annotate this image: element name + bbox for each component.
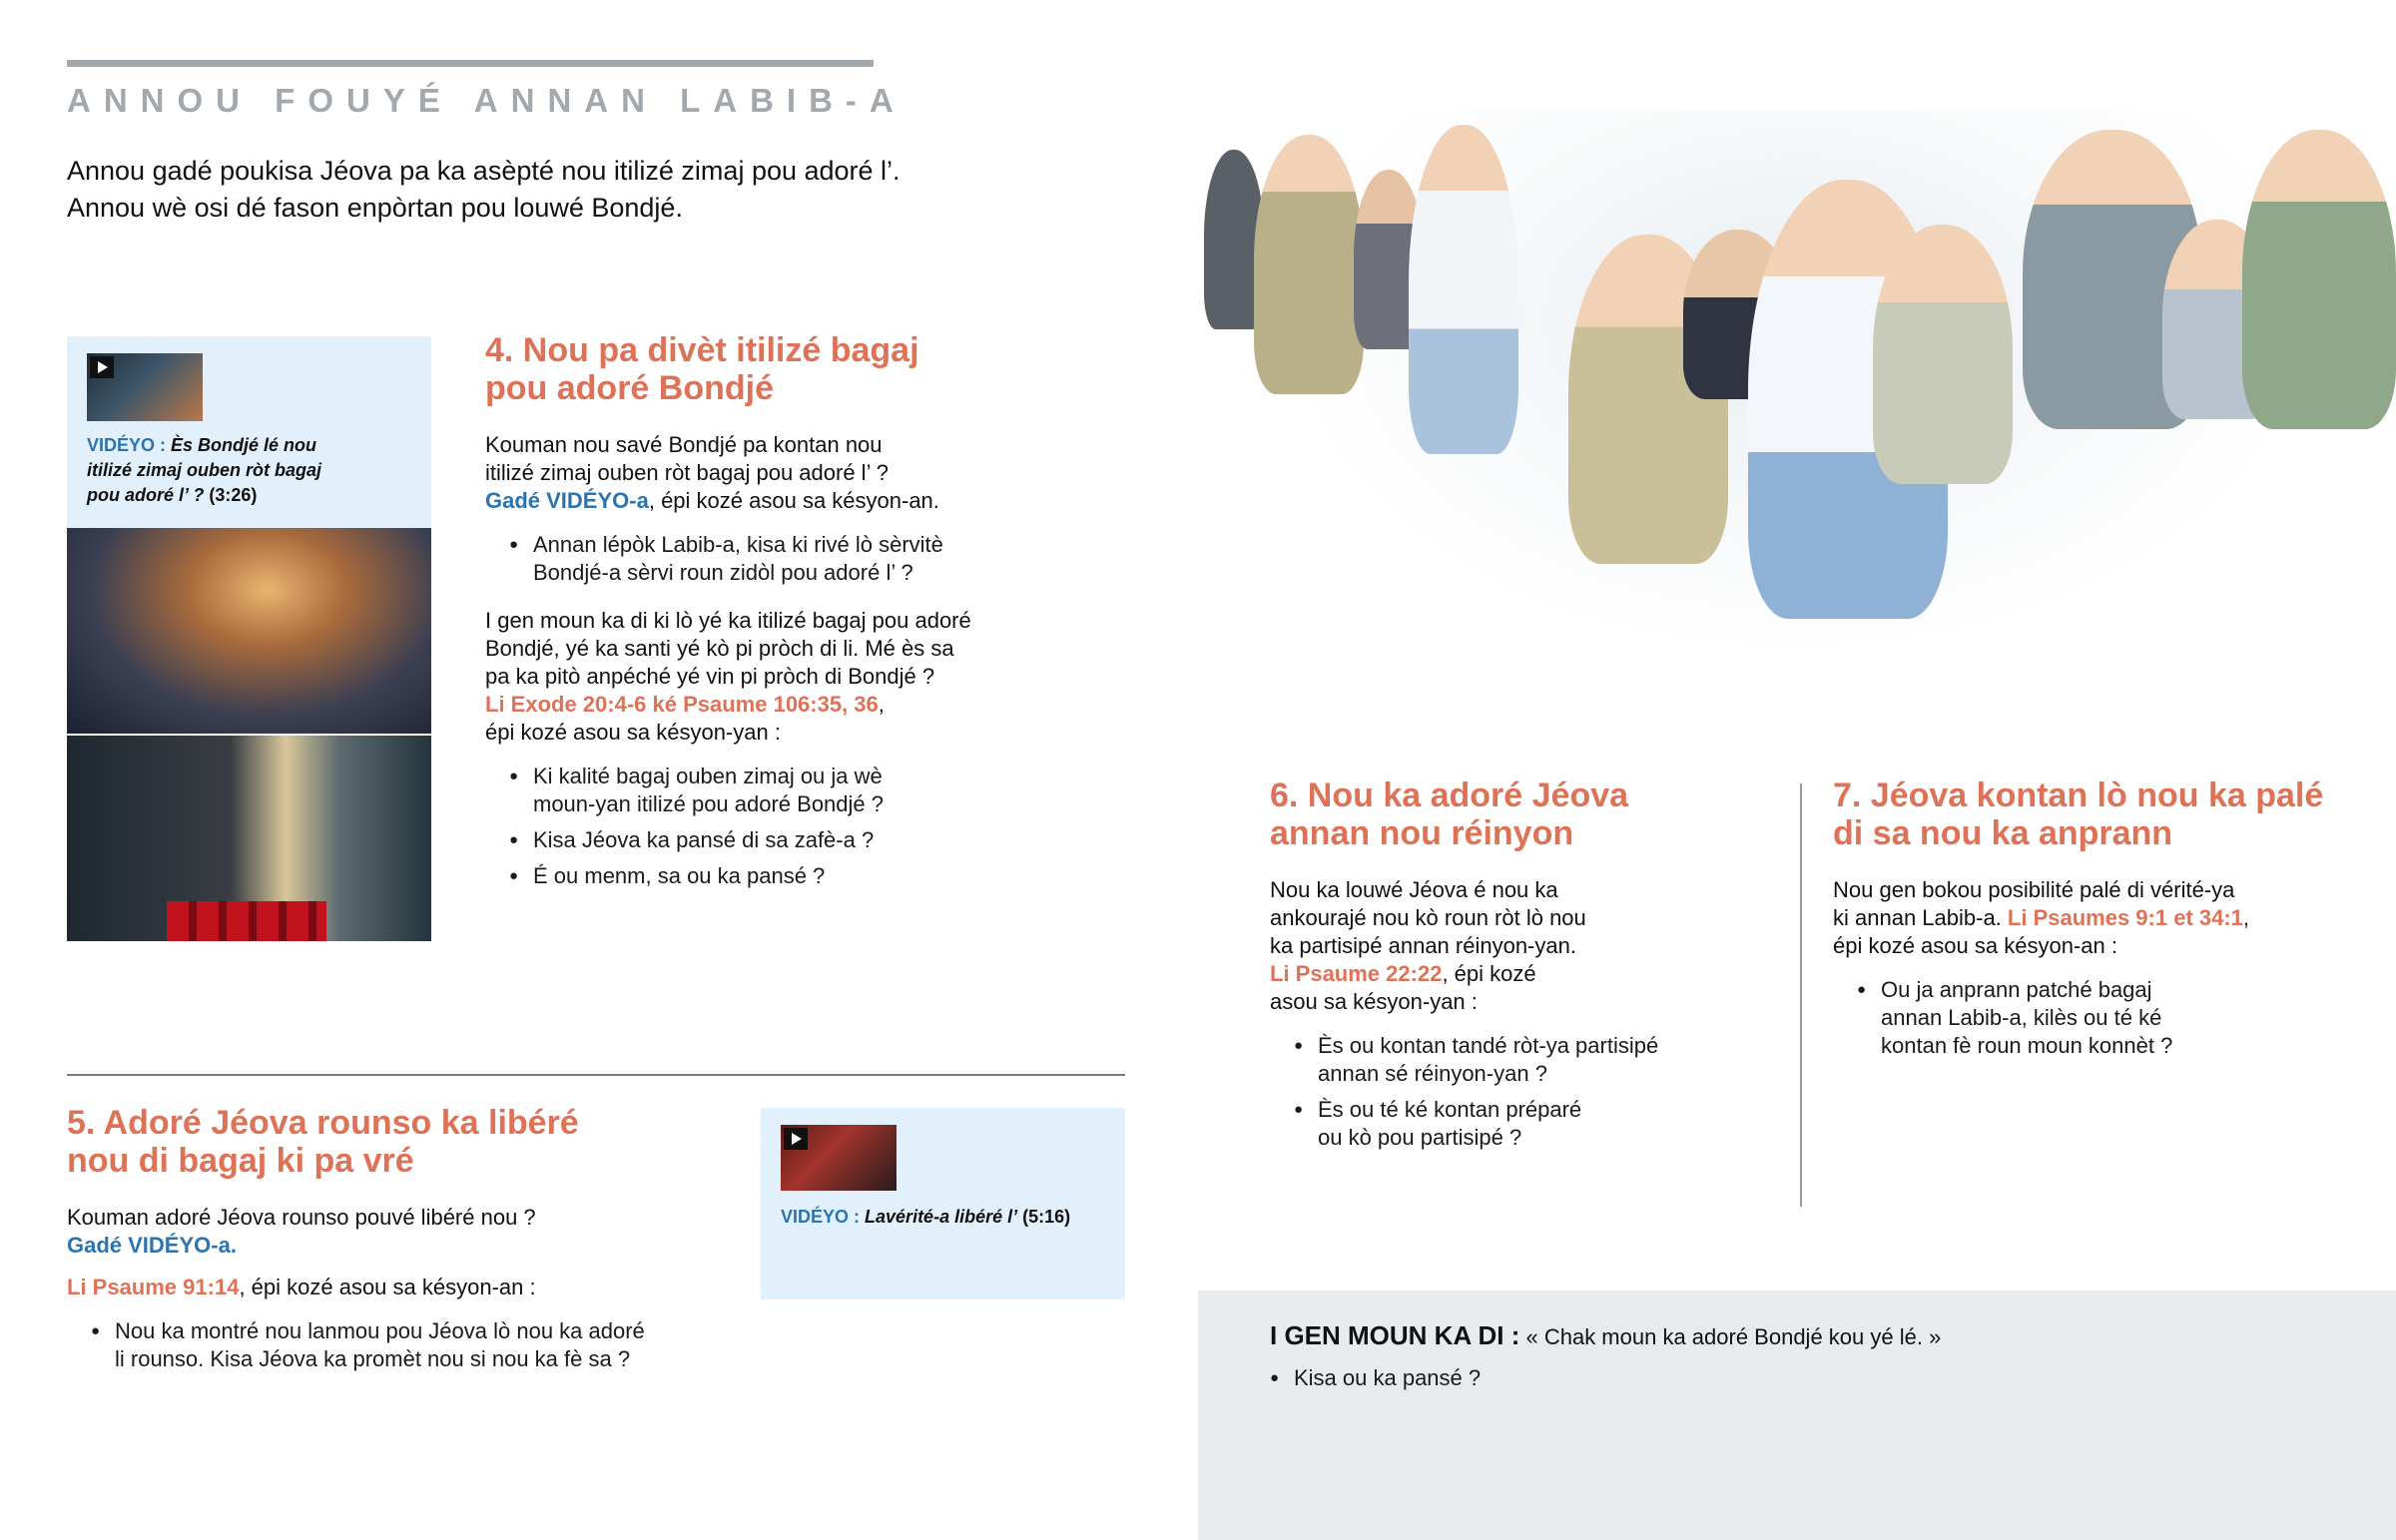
list-item: ● Ki kalité bagaj ouben zimaj ou ja wè moun-yan itilizé pou adoré Bondjé ? xyxy=(485,763,1084,818)
some-say-bullets xyxy=(1246,1364,1845,1400)
intro-line-2: Annou wè osi dé fason enpòrtan pou louwé Bondjé. xyxy=(67,193,683,223)
scripture-reference[interactable]: Li Psaumes 9:1 et 34:1 xyxy=(2007,905,2243,930)
text-line: Kouman adoré Jéova rounso pouvé libéré nou ? xyxy=(67,1205,536,1230)
list-item: ● Kisa Jéova ka pansé di sa zafè-a ? xyxy=(485,826,1084,854)
person-figure xyxy=(1873,225,2013,484)
watch-video-link[interactable]: Gadé VIDÉYO-a. xyxy=(67,1233,237,1258)
text-line: I gen moun ka di ki lò yé ka itilizé bagaj pou adoré xyxy=(485,608,971,633)
heading-line-1: 7. Jéova kontan lò nou ka palé xyxy=(1833,776,2324,814)
section-kicker: ANNOU FOUYÉ ANNAN LABIB-A xyxy=(67,82,906,119)
video-thumbnail[interactable] xyxy=(87,353,203,421)
heading-line-2: nou di bagaj ki pa vré xyxy=(67,1142,414,1180)
person-figure xyxy=(1254,135,1364,394)
text-line: épi kozé asou sa késyon-yan : xyxy=(485,720,781,745)
text-line: itilizé zimaj ouben ròt bagaj pou adoré l’ ? xyxy=(485,460,889,485)
illustration-man-praying-statue xyxy=(67,736,431,941)
video-label: VIDÉYO : xyxy=(87,435,167,455)
video-title: Lavérité-a libéré l’ xyxy=(865,1207,1018,1227)
column-divider xyxy=(1800,783,1802,1207)
text-line: pa ka pitò anpéché yé vin pi pròch di Bondjé ? xyxy=(485,664,935,689)
some-say-statement xyxy=(1270,1320,1941,1352)
video-card-idols[interactable] xyxy=(67,336,431,528)
video-title-line-1: Ès Bondjé lé nou xyxy=(171,435,317,455)
text-line: Nou ka louwé Jéova é nou ka xyxy=(1270,877,1558,902)
video-duration: (5:16) xyxy=(1022,1207,1071,1227)
watch-video-link[interactable]: Gadé VIDÉYO-a xyxy=(485,488,649,513)
section-4-bullets-1 xyxy=(485,531,1084,587)
section-5 xyxy=(67,1104,726,1381)
section-7 xyxy=(1833,776,2372,1068)
list-item: ● Ès ou té ké kontan préparé ou kò pou partisipé ? xyxy=(1270,1096,1769,1152)
section-divider xyxy=(67,1074,1125,1076)
heading-line-2: di sa nou ka anprann xyxy=(1833,814,2173,852)
list-item: ● Ès ou kontan tandé ròt-ya partisipé annan sé réinyon-yan ? xyxy=(1270,1032,1769,1088)
video-caption xyxy=(87,433,416,508)
text-line: Bondjé, yé ka santi yé kò pi pròch di li. Mé ès sa xyxy=(485,636,954,661)
text-line: ankourajé nou kò roun ròt lò nou xyxy=(1270,905,1586,930)
some-say-lead: I GEN MOUN KA DI : xyxy=(1270,1320,1520,1350)
video-caption xyxy=(781,1205,1120,1230)
candles-graphic xyxy=(167,901,326,941)
video-title-line-2: itilizé zimaj ouben ròt bagaj xyxy=(87,460,322,480)
video-thumbnail[interactable] xyxy=(781,1125,897,1191)
video-title-line-3: pou adoré l’ ? xyxy=(87,485,205,505)
list-item: ● É ou menm, sa ou ka pansé ? xyxy=(485,862,1084,890)
section-7-heading xyxy=(1833,776,2372,852)
some-people-say-panel xyxy=(1198,1290,2396,1540)
list-item: ● Nou ka montré nou lanmou pou Jéova lò nou ka adoré li rounso. Kisa Jéova ka promèt nou si nou ka fè sa ? xyxy=(67,1317,726,1373)
scripture-reference[interactable]: Li Psaume 22:22 xyxy=(1270,961,1443,986)
section-6 xyxy=(1270,776,1769,1160)
section-7-paragraph: Nou gen bokou posibilité palé di vérité-ya ki annan Labib-a. Li Psaumes 9:1 et 34:1, épi kozé asou sa késyon-an : xyxy=(1833,876,2372,960)
heading-line-2: annan nou réinyon xyxy=(1270,814,1574,852)
section-5-paragraph: Kouman adoré Jéova rounso pouvé libéré nou ? Gadé VIDÉYO-a. Li Psaume 91:14, épi kozé asou sa késyon-an : xyxy=(67,1204,726,1301)
section-7-bullets xyxy=(1833,976,2372,1060)
section-4-heading xyxy=(485,331,1084,407)
video-card-truth-freed[interactable] xyxy=(761,1108,1125,1299)
section-6-paragraph: Nou ka louwé Jéova é nou ka ankourajé nou kò roun ròt lò nou ka partisipé annan réinyon-yan. Li Psaume 22:22, épi kozé asou sa késyon-yan : xyxy=(1270,876,1769,1016)
play-icon[interactable] xyxy=(90,356,114,378)
list-item: ● Annan lépòk Labib-a, kisa ki rivé lò sèrvitè Bondjé-a sèrvi roun zidòl pou adoré l’ ? xyxy=(485,531,1084,587)
heading-line-2: pou adoré Bondjé xyxy=(485,369,774,407)
play-icon[interactable] xyxy=(784,1128,808,1150)
person-figure xyxy=(1409,125,1518,454)
section-6-bullets xyxy=(1270,1032,1769,1152)
illustration-golden-calf xyxy=(67,528,431,734)
illustration-congregation-meeting xyxy=(1194,110,2396,709)
text-line: , épi kozé asou sa késyon-an. xyxy=(648,488,939,513)
text-line: épi kozé asou sa késyon-an : xyxy=(1833,933,2117,958)
intro-line-1: Annou gadé poukisa Jéova pa ka asèpté nou itilizé zimaj pou adoré l’. xyxy=(67,156,900,186)
text-line: ka partisipé annan réinyon-yan. xyxy=(1270,933,1576,958)
section-6-heading xyxy=(1270,776,1769,852)
section-4-paragraph-2: I gen moun ka di ki lò yé ka itilizé bagaj pou adoré Bondjé, yé ka santi yé kò pi pròch di li. Mé ès sa pa ka pitò anpéché yé vin pi pròch di Bondjé ? Li Exode 20:4-6 ké Psaume 106:35, 36, épi kozé asou sa késyon-yan : xyxy=(485,607,1084,747)
text-line: asou sa késyon-yan : xyxy=(1270,989,1478,1014)
heading-line-1: 5. Adoré Jéova rounso ka libéré xyxy=(67,1104,579,1142)
intro-paragraph xyxy=(67,153,1065,227)
video-duration: (3:26) xyxy=(209,485,258,505)
text-line: Kouman nou savé Bondjé pa kontan nou xyxy=(485,432,883,457)
video-label: VIDÉYO : xyxy=(781,1207,861,1227)
section-5-heading xyxy=(67,1104,726,1180)
section-4-paragraph-1 xyxy=(485,431,1084,515)
some-say-quote: « Chak moun ka adoré Bondjé kou yé lé. » xyxy=(1519,1324,1942,1349)
section-4-bullets-2 xyxy=(485,763,1084,890)
list-item: ● Kisa ou ka pansé ? xyxy=(1246,1364,1845,1392)
text-line: Nou gen bokou posibilité palé di vérité-ya xyxy=(1833,877,2235,902)
scripture-reference[interactable]: Li Psaume 91:14 xyxy=(67,1275,240,1299)
heading-line-1: 4. Nou pa divèt itilizé bagaj xyxy=(485,331,919,369)
scripture-reference[interactable]: Li Exode 20:4-6 ké Psaume 106:35, 36 xyxy=(485,692,879,717)
heading-line-1: 6. Nou ka adoré Jéova xyxy=(1270,776,1629,814)
person-figure xyxy=(2242,130,2396,429)
list-item: ● Ou ja anprann patché bagaj annan Labib-a, kilès ou té ké kontan fè roun moun konnèt ? xyxy=(1833,976,2372,1060)
header-rule xyxy=(67,60,874,67)
section-5-bullets xyxy=(67,1317,726,1373)
section-4 xyxy=(485,331,1084,898)
